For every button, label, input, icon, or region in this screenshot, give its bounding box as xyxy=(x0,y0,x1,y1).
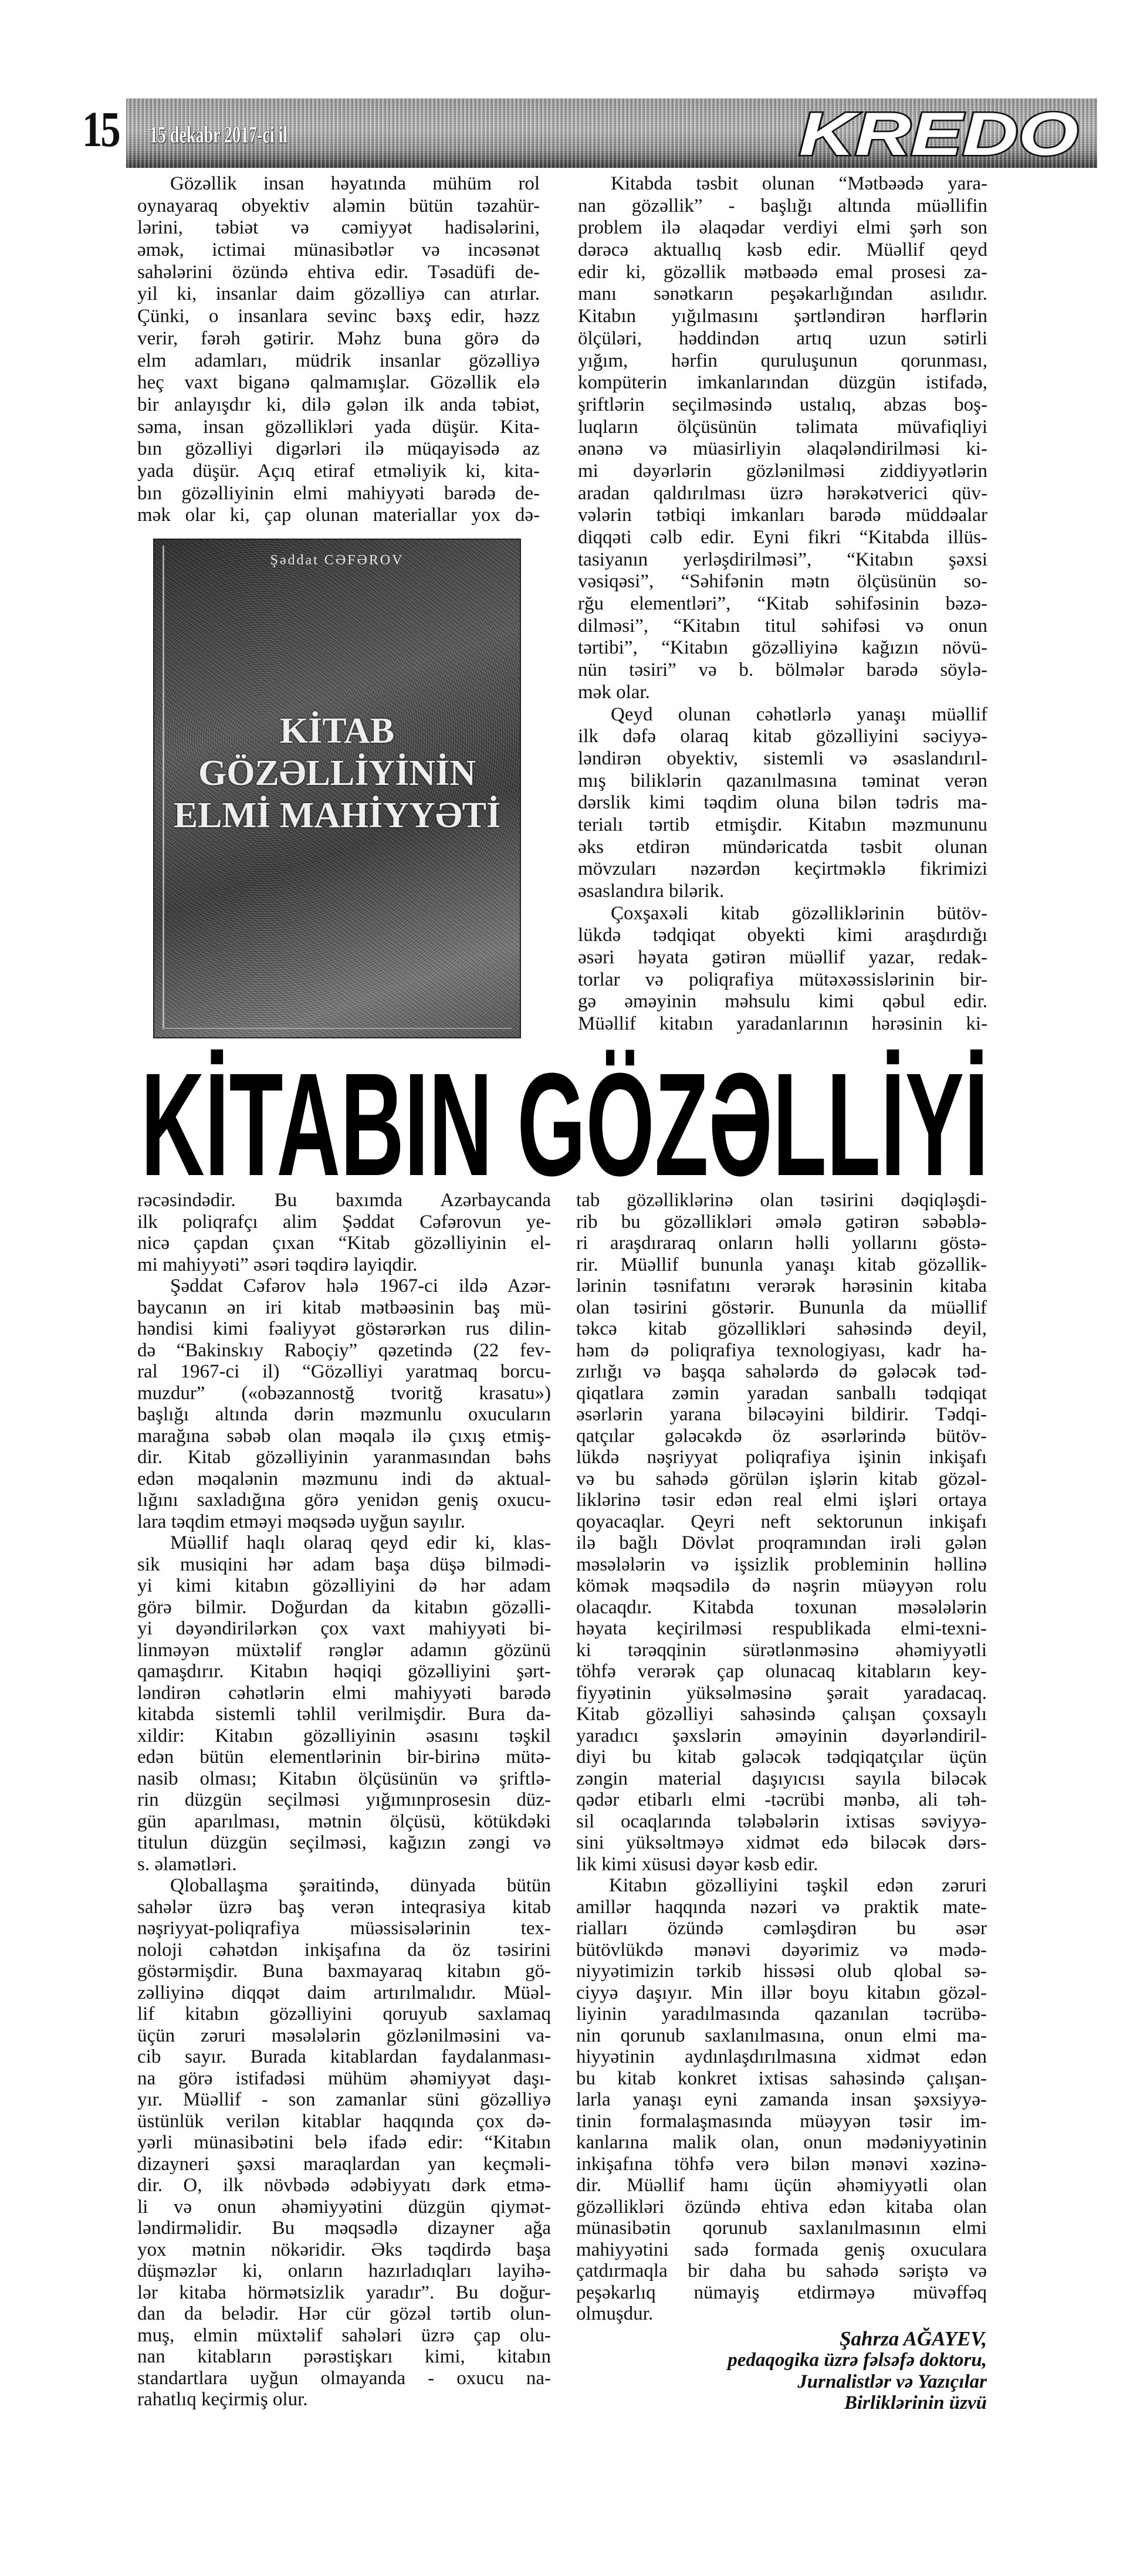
text-line: oynayaraq obyektiv aləmin bütün təzahür- xyxy=(137,195,540,216)
article-headline xyxy=(141,1047,989,1179)
text-line: əsərlərin yarana biləcəyini bildirir. Tədqi- xyxy=(576,1404,987,1425)
text-line: dərslik kimi təqdim oluna bilən tədris ma- xyxy=(578,792,987,814)
text-line: noloji cəhətdən inkişafına da öz təsirini xyxy=(137,1939,551,1961)
text-line: sik musiqini hər adam başa düşə bilmədi- xyxy=(137,1553,551,1575)
text-line: ləndirməlidir. Bu məqsədlə dizayner ağa xyxy=(137,2218,551,2239)
lower-right-column xyxy=(576,1190,987,2414)
text-line: dir. Müəllif hamı üçün əhəmiyyətli olan xyxy=(576,2175,987,2196)
text-line: həndisi kimi fəaliyyət göstərərkən rus dilin- xyxy=(137,1318,551,1339)
text-line: mək olar ki, çap olunan materiallar yox də- xyxy=(137,505,540,526)
text-line: münasibətin qorunub saxlanılmasının elmi xyxy=(576,2218,987,2239)
author-affiliation: Birliklərinin üzvü xyxy=(844,2392,987,2413)
text-line: çatdırmaqla bir daha bu sahədə səriştə və xyxy=(576,2260,987,2281)
text-line: mahiyyətini sadə formada geniş oxuculara xyxy=(576,2239,987,2260)
text-line: ölçüləri, həddindən artıq uzun sətirli xyxy=(578,327,987,349)
text-line: tab gözəlliklərinə olan təsirini dəqiqləşdi- xyxy=(576,1190,987,1211)
text-line: tinin formalaşmasında müəyyən təsir im- xyxy=(576,2110,987,2132)
text-line: qədər etibarlı elmi -təcrübi mənbə, ali təh- xyxy=(576,1789,987,1810)
text-line: əsaslandıra bilərik. xyxy=(578,881,725,902)
text-line: Kitabda təsbit olunan “Mətbəədə yara- xyxy=(611,173,987,194)
text-line: ki tərəqqinin sürətlənməsinə əhəmiyyətli xyxy=(576,1639,987,1661)
author-name: Şahrza AĞAYEV, xyxy=(840,2327,987,2350)
text-line: li və onun əhəmiyyətini düzgün qiymət- xyxy=(137,2196,551,2218)
text-line: yi dəyəndirilərkən çox vaxt mahiyyəti bi- xyxy=(137,1618,551,1639)
cover-title-line: KİTAB xyxy=(279,711,395,751)
text-line: qatçılar gələcəkdə öz əsərlərində bütöv- xyxy=(576,1425,987,1447)
text-line: mövzuları nəzərdən keçirtməklə fikrimizi xyxy=(578,858,987,880)
text-line: titulun düzgün seçilməsi, kağızın zəngi və xyxy=(137,1832,551,1853)
text-line: liklərinə təsir edən real elmi işləri ortaya xyxy=(576,1490,987,1511)
text-line: dizayneri şəxsi maraqlardan yan keçməli- xyxy=(137,2153,551,2175)
text-line: luqların ölçüsünün təlimata müvafiqliyi xyxy=(578,416,987,438)
text-line: bın gözəlliyi digərləri ilə müqayisədə az xyxy=(137,438,540,460)
paragraph xyxy=(137,1190,551,1275)
text-line: yığım, hərfin quruluşunun qorunması, xyxy=(578,350,987,371)
text-line: təkcə kitab gözəllikləri sahəsində deyil, xyxy=(576,1318,987,1339)
text-line: dərəcə aktuallıq kəsb edir. Müəllif qeyd xyxy=(578,239,987,261)
book-cover-image xyxy=(153,539,521,1038)
text-line: rib bu gözəllikləri əmələ gətirən səbəblə- xyxy=(576,1211,987,1233)
text-line: bın gözəlliyinin elmi mahiyyəti barədə de- xyxy=(137,482,540,504)
text-line: nün təsiri” və b. bölmələr barədə söylə- xyxy=(578,659,987,681)
text-line: zırlığı və başqa sahələrdə də gələcək təd- xyxy=(576,1361,987,1382)
masthead-text: KREDO xyxy=(799,101,1078,165)
text-line: elm adamları, müdrik insanlar gözəlliyə xyxy=(137,350,540,371)
text-line: başlığı altında dərin məzmunlu oxucuların xyxy=(137,1404,551,1425)
text-line: şriftlərin seçilməsində ustalıq, abzas boş- xyxy=(578,394,987,415)
text-line: muzdur” («obəzannostğ tvoritğ krasatu») xyxy=(137,1382,551,1404)
text-line: lərinin təsnifatını verərək hərəsinin kitaba xyxy=(576,1275,987,1297)
cover-title-line: GÖZƏLLİYİNİN xyxy=(198,753,476,793)
text-line: yox mətnin nökəridir. Əks təqdirdə başa xyxy=(137,2239,551,2260)
text-line: Gözəllik insan həyatında mühüm rol xyxy=(170,173,540,194)
text-line: göstərmişdir. Buna baxmayaraq kitabın gö- xyxy=(137,1961,551,1982)
text-line: üstünlük verilən kitablar haqqında çox də- xyxy=(137,2110,551,2132)
text-line: lükdə nəşriyyat poliqrafiya işinin inkişafı xyxy=(576,1447,987,1468)
text-line: ilə bağlı Dövlət proqramından irəli gələn xyxy=(576,1532,987,1553)
text-line: ciyyə daşıyır. Min illər boyu kitabın gözəl- xyxy=(576,1982,987,2003)
text-line: cib sayır. Burada kitablardan faydalanması- xyxy=(137,2046,551,2067)
paragraph xyxy=(578,704,987,903)
text-line: nicə çapdan çıxan “Kitab gözəlliyinin el- xyxy=(137,1233,551,1254)
text-line: lər kitaba hörmətsizlik yaradır”. Bu doğur- xyxy=(137,2281,551,2303)
text-line: lif kitabın gözəlliyini qoruyub saxlamaq xyxy=(137,2003,551,2025)
text-line: hiyyətinin aydınlaşdırılmasına xidmət edən xyxy=(576,2046,987,2067)
text-line: zəngin material daşıyıcısı sayıla biləcək xyxy=(576,1768,987,1789)
text-line: Kitabın gözəlliyini təşkil edən zəruri xyxy=(609,1875,987,1896)
text-line: yərli münasibətini belə ifadə edir: “Kitabın xyxy=(137,2132,551,2153)
text-line: Şəddat Cəfərov hələ 1967-ci ildə Azər- xyxy=(170,1275,551,1297)
text-line: inkişafına töhfə verə bilən mənəvi xəzinə- xyxy=(576,2153,987,2175)
text-line: liyinin yaradılmasında qazanılan təcrübə- xyxy=(576,2003,987,2025)
paragraph xyxy=(578,173,987,704)
text-line: Qloballaşma şəraitində, dünyada bütün xyxy=(170,1875,551,1896)
text-line: və bu sahədə görülən işlərin kitab gözəl- xyxy=(576,1468,987,1490)
text-line: həyata keçirilməsi respublikada elmi-texni- xyxy=(576,1618,987,1639)
text-line: gözəllikləri özündə ehtiva edən kitaba olan xyxy=(576,2196,987,2218)
text-line: vələrin tətbiqi imkanları barədə müddəalar xyxy=(578,505,987,526)
text-line: edən məqalənin məzmunu indi də aktual- xyxy=(137,1468,551,1490)
text-line: aradan qaldırılması üzrə hərəkətverici qüv- xyxy=(578,482,987,504)
text-line: mış biliklərin qazanılmasına təminat verən xyxy=(578,770,987,791)
text-line: zəlliyinə diqqət daim artırılmalıdır. Müəl- xyxy=(137,1982,551,2003)
paragraph xyxy=(137,173,540,527)
text-line: yil ki, insanlar daim gözəlliyə can atırlar. xyxy=(137,283,540,305)
paragraph xyxy=(137,1532,551,1875)
text-line: vəsiqəsi”, “Səhifənin mətn ölçüsünün so- xyxy=(578,571,987,593)
author-signature xyxy=(576,2328,987,2414)
text-line: manı sənətkarın peşəkarlığından asılıdır. xyxy=(578,283,987,305)
text-line: yaradıcı şəxslərin əməyinin dəyərləndiril- xyxy=(576,1725,987,1746)
paragraph xyxy=(578,903,987,1035)
text-line: yi kimi kitabın gözəlliyini də hər adam xyxy=(137,1575,551,1596)
text-line: mi dəyərlərin gözlənilməsi ziddiyyətlərin xyxy=(578,460,987,482)
text-line: bu kitab konkret ixtisas sahəsində çalışan- xyxy=(576,2067,987,2089)
text-line: baycanın ən iri kitab mətbəəsinin baş mü- xyxy=(137,1297,551,1318)
text-line: kitabda sistemli təhlil verilmişdir. Bura da- xyxy=(137,1704,551,1725)
text-line: rahatlıq keçirmiş olur. xyxy=(137,2389,308,2410)
masthead-logo xyxy=(792,101,1085,165)
text-line: olan təsirini göstərir. Bununla da müəllif xyxy=(576,1297,987,1318)
text-line: töhfə verərək çap olunacaq kitabların key- xyxy=(576,1661,987,1682)
text-line: gə əməyinin məhsulu kimi qəbul edir. xyxy=(578,991,987,1013)
text-line: rir. Müəllif bununla yanaşı kitab gözəllik- xyxy=(576,1254,987,1275)
text-line: Müəllif kitabın yaradanlarının hərəsinin ki- xyxy=(578,1013,987,1035)
text-line: standartlara uyğun olmayanda - oxucu na- xyxy=(137,2367,551,2389)
text-line: tasiyanın yerləşdirilməsi”, “Kitabın şəxsi xyxy=(578,549,987,570)
text-line: əsəri həyata gətirən müəllif yazar, redak- xyxy=(578,947,987,969)
text-line: Kitabın yığılmasını şərtləndirən hərflərin xyxy=(578,306,987,327)
intro-column xyxy=(137,173,540,527)
cover-title-line: ELMİ MAHİYYƏTİ xyxy=(173,796,501,835)
text-line: sahələrini özündə ehtiva edir. Təsadüfi de- xyxy=(137,261,540,283)
text-line: üçün zəruri məsələlərin gözlənilməsini va- xyxy=(137,2025,551,2046)
text-line: ənənə və müasirliyin əlaqələndirilməsi ki- xyxy=(578,438,987,460)
author-affiliation: Jurnalistlər və Yazıçılar xyxy=(797,2371,987,2392)
text-line: görə bilmir. Doğurdan da kitabın gözəlli- xyxy=(137,1596,551,1618)
text-line: ilk poliqrafçı alim Şəddat Cəfərovun ye- xyxy=(137,1211,551,1233)
paragraph xyxy=(576,1190,987,1875)
text-line: olacaqdır. Kitabda toxunan məsələlərin xyxy=(576,1596,987,1618)
text-line: nəşriyyat-poliqrafiya müəssisələrinin tex- xyxy=(137,1918,551,1939)
text-line: sil ocaqlarında tələbələrin ixtisas səviyyə- xyxy=(576,1810,987,1832)
text-line: diyi bu kitab gələcək tədqiqatçılar üçün xyxy=(576,1746,987,1768)
text-line: olmuşdur. xyxy=(576,2303,654,2324)
text-line: nin qorunub saxlanılmasına, onun elmi ma- xyxy=(576,2025,987,2046)
text-line: niyyətimizin tərkib hissəsi olub qlobal sə- xyxy=(576,1961,987,1982)
text-line: məsələlərin və işsizlik probleminin həllinə xyxy=(576,1553,987,1575)
text-line: əks etdirən mündəricatda təsbit olunan xyxy=(578,836,987,858)
text-line: Kitab gözəlliyi sahəsində çalışan çoxsaylı xyxy=(576,1704,987,1725)
text-line: ral 1967-ci il) “Gözəlliyi yaratmaq borcu- xyxy=(137,1361,551,1382)
text-line: na görə istifadəsi mühüm əhəmiyyət daşı- xyxy=(137,2067,551,2089)
text-line: qamaşdırır. Kitabın həqiqi gözəlliyini şərt- xyxy=(137,1661,551,1682)
text-line: marağına səbəb olan məqalə ilə çıxış etmiş- xyxy=(137,1425,551,1447)
text-line: nan kitabların pərəstişkarı kimi, kitabın xyxy=(137,2346,551,2367)
lower-left-column xyxy=(137,1190,551,2411)
text-line: linməyən müxtəlif rənglər adamın gözünü xyxy=(137,1639,551,1661)
text-line: edən bütün elementlərinin bir-birinə mütə- xyxy=(137,1746,551,1768)
text-line: həm də poliqrafiya texnologiyası, kadr ha- xyxy=(576,1339,987,1361)
text-line: muş, elmin müxtəlif sahələri üzrə çap olu- xyxy=(137,2324,551,2346)
text-line: Müəllif haqlı olaraq qeyd edir ki, klas- xyxy=(170,1532,551,1553)
text-line: rğu elementləri”, “Kitab səhifəsinin bəzə- xyxy=(578,593,987,615)
text-line: ləndirən cəhətlərin elmi mahiyyəti barədə xyxy=(137,1682,551,1704)
text-line: lik kimi xüsusi dəyər kəsb edir. xyxy=(576,1853,818,1875)
text-line: mək olar. xyxy=(578,681,650,703)
text-line: Çoxşaxəli kitab gözəlliklərinin bütöv- xyxy=(611,902,987,924)
text-line: diqqəti cəlb edir. Eyni fikri “Kitabda illüs- xyxy=(578,527,987,548)
text-line: yır. Müəllif - son zamanlar süni gözəlliyə xyxy=(137,2089,551,2110)
lower-right-body xyxy=(576,1190,987,2325)
issue-date: 15 dekabr 2017-ci il xyxy=(150,121,288,148)
text-line: ləndirən obyektiv, sistemli və əsaslandırıl- xyxy=(578,747,987,769)
text-line: dilməsi”, “Kitabın titul səhifəsi və onun xyxy=(578,615,987,637)
text-line: sini yüksəltməyə xidmət edə biləcək dərs- xyxy=(576,1832,987,1853)
text-line: xildir: Kitabın gözəlliyinin əsasını təşkil xyxy=(137,1725,551,1746)
headline-text: KİTABIN GÖZƏLLİYİ xyxy=(141,1047,989,1179)
text-line: rin düzgün seçilməsi yığımınprosesin düz- xyxy=(137,1789,551,1810)
text-line: kompüterin imkanlarından düzgün istifadə, xyxy=(578,372,987,394)
text-line: ilk dəfə olaraq kitab gözəlliyini səciyyə- xyxy=(578,726,987,747)
text-line: torlar və poliqrafiya mütəxəssislərinin bir- xyxy=(578,969,987,990)
cover-title xyxy=(154,710,520,837)
text-line: terialı tərtib etmişdir. Kitabın məzmununu xyxy=(578,814,987,835)
paragraph xyxy=(137,1875,551,2411)
text-line: yada düşür. Açıq etiraf etməliyik ki, kita- xyxy=(137,460,540,482)
text-line: Qeyd olunan cəhətlərlə yanaşı müəllif xyxy=(611,703,987,725)
text-line: tərtibi”, “Kitabın gözəlliyinə kağızın növü- xyxy=(578,637,987,659)
text-line: s. əlamətləri. xyxy=(137,1853,237,1875)
text-line: ri araşdıraraq onların həlli yollarını göstə- xyxy=(576,1233,987,1254)
cover-author: Şəddat CƏFƏROV xyxy=(270,553,404,568)
text-line: gün aparılması, mətnin ölçüsü, kötükdəki xyxy=(137,1810,551,1832)
text-line: kanlarına malik olan, onun mədəniyyətinin xyxy=(576,2132,987,2153)
text-line: sahələr üzrə baş verən inteqrasiya kitab xyxy=(137,1896,551,1918)
text-line: nasib olması; Kitabın ölçüsünün və şriftlə- xyxy=(137,1768,551,1789)
text-line: nan gözəllik” - başlığı altında müəllifin xyxy=(578,195,987,216)
text-line: qiqatlara zəmin yaradan sanballı tədqiqat xyxy=(576,1382,987,1404)
text-line: fiyyətinin yüksəlməsinə şərait yaradacaq. xyxy=(576,1682,987,1704)
newspaper-header-band xyxy=(126,99,1097,168)
text-line: bir anlayışdır ki, dilə gələn ilk anda təbiət, xyxy=(137,394,540,415)
text-line: dir. O, ilk növbədə ədəbiyyatı dərk etmə- xyxy=(137,2175,551,2196)
text-line: Çünki, o insanlara sevinc bəxş edir, həzz xyxy=(137,306,540,327)
right-top-column xyxy=(578,173,987,1035)
text-line: peşəkarlıq nümayiş etdirməyə müvəffəq xyxy=(576,2281,987,2303)
text-line: mi mahiyyəti” əsəri təqdirə layiqdir. xyxy=(137,1254,418,1275)
text-line: lükdə tədqiqat obyekti kimi araşdırdığı xyxy=(578,925,987,946)
text-line: əmək, ictimai münasibətlər və incəsənət xyxy=(137,239,540,261)
text-line: lığını saxladığına görə yenidən geniş oxucu- xyxy=(137,1490,551,1511)
text-line: amillər haqqında nəzəri və praktik mate- xyxy=(576,1896,987,1918)
text-line: də “Bakinskıy Raboçiy” qəzetində (22 fev- xyxy=(137,1339,551,1361)
text-line: kömək məqsədilə də nəşrin müəyyən rolu xyxy=(576,1575,987,1596)
text-line: lərini, təbiət və cəmiyyət hadisələrini, xyxy=(137,217,540,239)
text-line: edir ki, gözəllik mətbəədə emal prosesi za- xyxy=(578,261,987,283)
text-line: verir, fərəh gətirir. Məhz buna görə də xyxy=(137,327,540,349)
text-line: düşməzlər ki, onların hazırladıqları layihə- xyxy=(137,2260,551,2281)
text-line: qoyacaqlar. Qeyri neft sektorunun inkişafı xyxy=(576,1511,987,1532)
text-line: rəcəsindədir. Bu baxımda Azərbaycanda xyxy=(137,1190,551,1211)
page-number: 15 xyxy=(82,101,119,157)
text-line: dir. Kitab gözəlliyinin yaranmasından bəhs xyxy=(137,1447,551,1468)
paragraph xyxy=(576,1875,987,2325)
text-line: larla yanaşı eyni zamanda insan şəxsiyyə- xyxy=(576,2089,987,2110)
text-line: səma, insan gözəllikləri yada düşür. Kita- xyxy=(137,416,540,438)
author-title: pedaqogika üzrə fəlsəfə doktoru, xyxy=(728,2350,987,2371)
paragraph xyxy=(137,1275,551,1532)
text-line: lara təqdim etməyi məqsədə uyğun sayılır. xyxy=(137,1511,466,1532)
text-line: dan da belədir. Hər cür gözəl tərtib olun- xyxy=(137,2303,551,2324)
text-line: heç vaxt biganə qalmamışlar. Gözəllik elə xyxy=(137,372,540,394)
text-line: problem ilə əlaqədar verdiyi elmi şərh son xyxy=(578,217,987,239)
text-line: bütövlükdə mənəvi dəyərimiz və mədə- xyxy=(576,1939,987,1961)
text-line: rialları özündə cəmləşdirən bu əsər xyxy=(576,1918,987,1939)
